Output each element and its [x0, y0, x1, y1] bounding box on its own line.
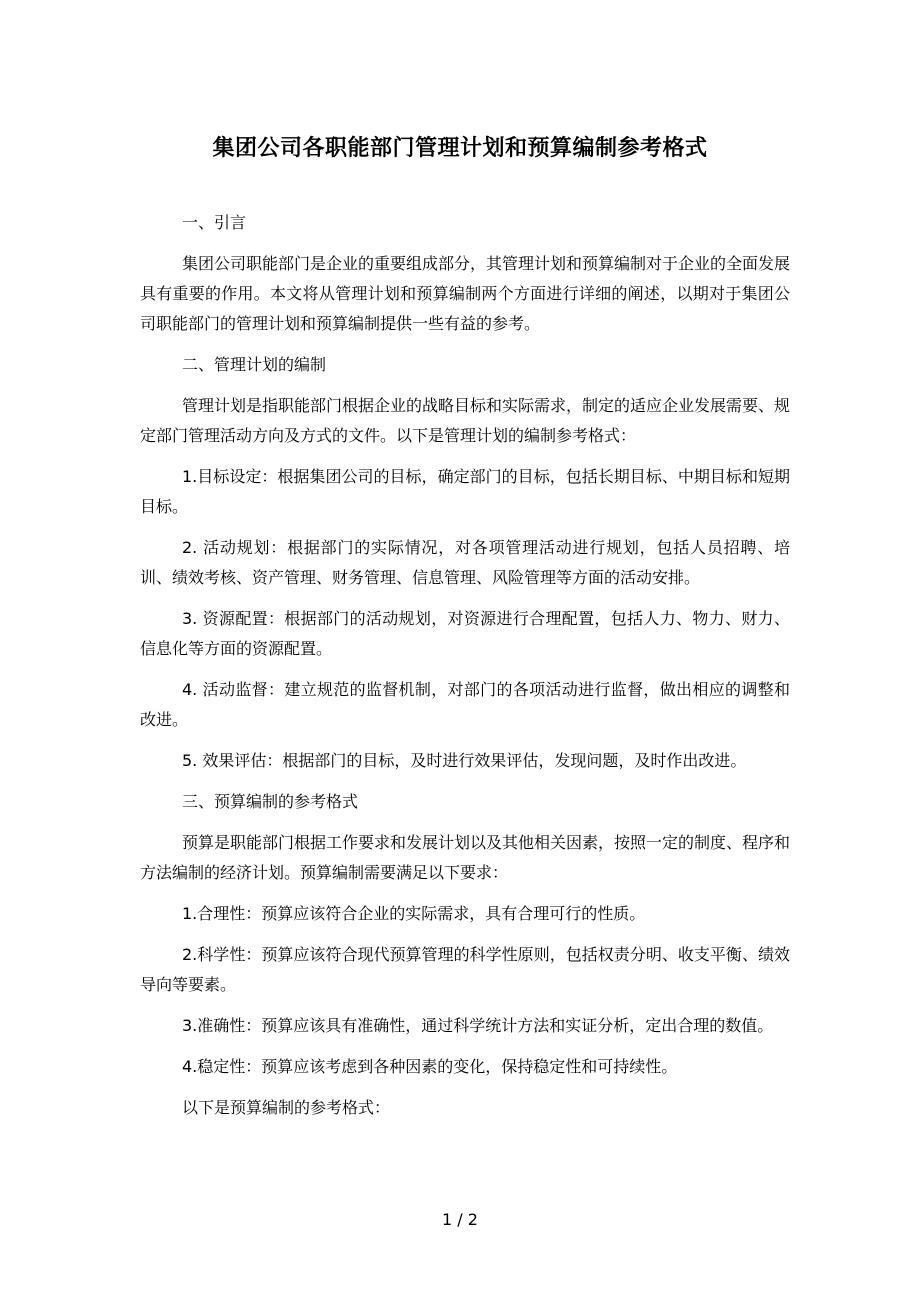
list-item: 2. 活动规划：根据部门的实际情况，对各项管理活动进行规划，包括人员招聘、培训、绩效考核、资产管理、财务管理、信息管理、风险管理等方面的活动安排。 — [140, 538, 790, 587]
list-item: 1.合理性：预算应该符合企业的实际需求，具有合理可行的性质。 — [182, 904, 646, 923]
list-item: 3. 资源配置：根据部门的活动规划，对资源进行合理配置，包括人力、物力、财力、信息化等方面的资源配置。 — [140, 609, 790, 658]
section-heading-budget-format: 三、预算编制的参考格式 — [182, 792, 359, 811]
list-item: 4.稳定性：预算应该考虑到各种因素的变化，保持稳定性和可持续性。 — [182, 1057, 678, 1076]
paragraph: 预算是职能部门根据工作要求和发展计划以及其他相关因素，按照一定的制度、程序和方法编制的经济计划。预算编制需要满足以下要求： — [140, 833, 791, 882]
paragraph: 管理计划是指职能部门根据企业的战略目标和实际需求，制定的适应企业发展需要、规定部门管理活动方向及方式的文件。以下是管理计划的编制参考格式： — [140, 396, 791, 445]
paragraph: 以下是预算编制的参考格式： — [182, 1098, 391, 1117]
section-heading-management-plan: 二、管理计划的编制 — [182, 355, 327, 374]
list-item: 5. 效果评估：根据部门的目标，及时进行效果评估，发现问题，及时作出改进。 — [182, 751, 747, 770]
list-item: 3.准确性：预算应该具有准确性，通过科学统计方法和实证分析，定出合理的数值。 — [182, 1016, 774, 1035]
paragraph: 集团公司职能部门是企业的重要组成部分，其管理计划和预算编制对于企业的全面发展具有重要的作用。本文将从管理计划和预算编制两个方面进行详细的阐述，以期对于集团公司职能部门的管理计划和预算编制提供一些有益的参考。 — [140, 254, 791, 333]
list-item: 4. 活动监督：建立规范的监督机制，对部门的各项活动进行监督，做出相应的调整和改进。 — [140, 680, 790, 729]
document-title: 集团公司各职能部门管理计划和预算编制参考格式 — [212, 136, 708, 161]
document-body — [140, 208, 790, 1134]
list-item: 2.科学性：预算应该符合现代预算管理的科学性原则，包括权责分明、收支平衡、绩效导向等要素。 — [140, 945, 790, 994]
list-item: 1.目标设定：根据集团公司的目标，确定部门的目标，包括长期目标、中期目标和短期目标。 — [140, 467, 790, 516]
page-number: 1 / 2 — [442, 1210, 478, 1229]
section-heading-introduction: 一、引言 — [182, 213, 247, 232]
